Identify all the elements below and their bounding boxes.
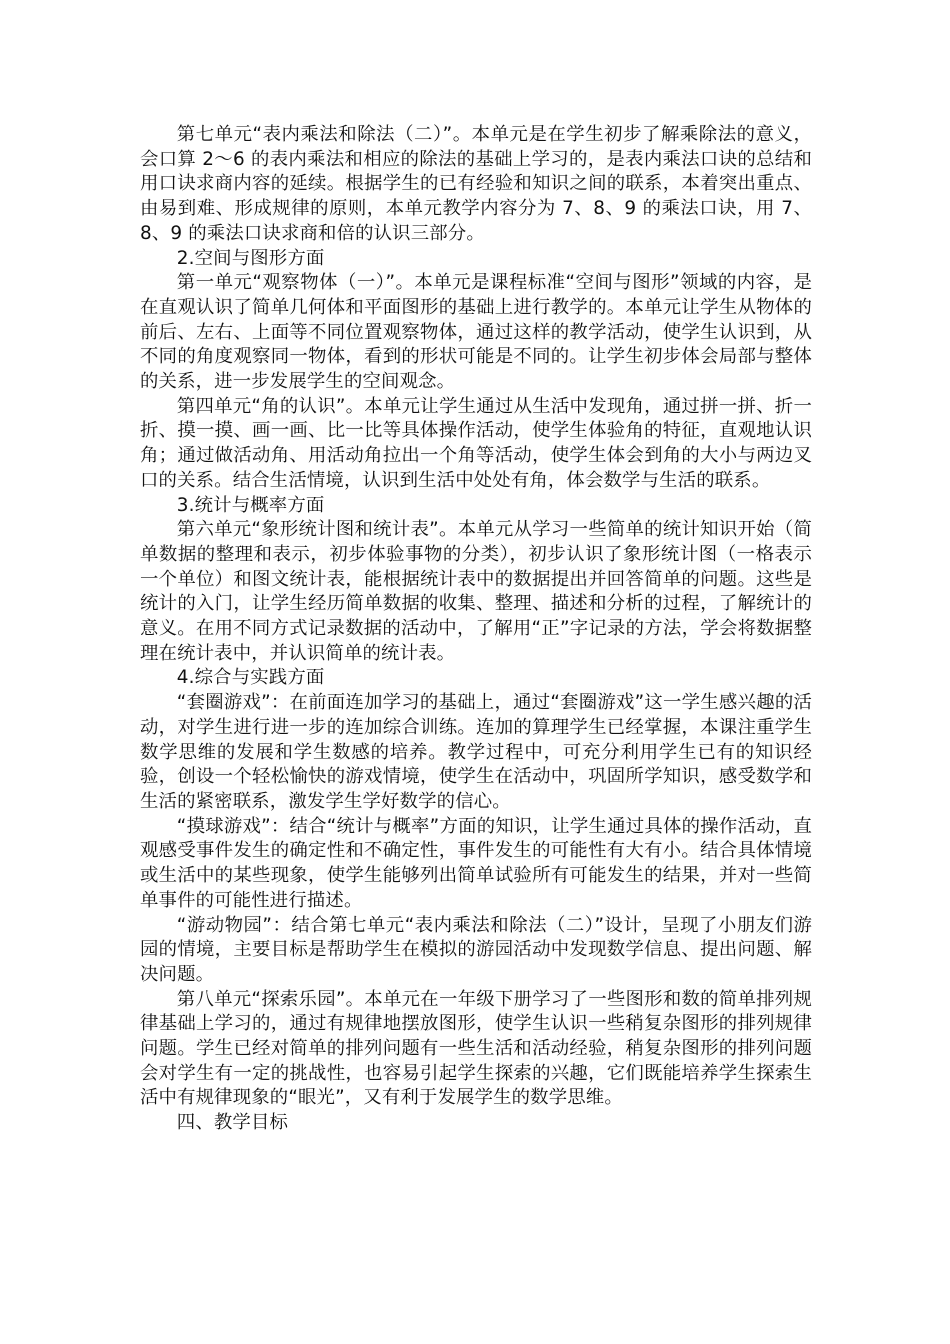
- paragraph-unit4-angle: 第四单元“角的认识”。本单元让学生通过从生活中发现角，通过拼一拼、折一折、摸一摸、画一画、比一比等具体操作活动，使学生体验角的特征，直观地认识角；通过做活动角、用活动角拉出一个角等活动，使学生体会到角的大小与两边叉口的关系。结合生活情境，认识到生活中处处有角，体会数学与生活的联系。: [140, 395, 812, 491]
- paragraph-unit1-observe: 第一单元“观察物体（一）”。本单元是课程标准“空间与图形”领域的内容，是在直观认识了简单几何体和平面图形的基础上进行教学的。本单元让学生从物体的前后、左右、上面等不同位置观察物体，通过这样的教学活动，使学生认识到，从不同的角度观察同一物体，看到的形状可能是不同的。让学生初步体会局部与整体的关系，进一步发展学生的空间观念。: [140, 272, 812, 393]
- document-page: [140, 123, 812, 1136]
- paragraph-unit8-explore: 第八单元“探索乐园”。本单元在一年级下册学习了一些图形和数的简单排列规律基础上学习的，通过有规律地摆放图形，使学生认识一些稍复杂图形的排列规律问题。学生已经对简单的排列问题有一些生活和活动经验，稍复杂图形的排列问题会对学生有一定的挑战性，也容易引起学生探索的兴趣，它们既能培养学生探索生活中有规律现象的“眼光”，又有利于发展学生的数学思维。: [140, 988, 812, 1109]
- section-heading-teaching-goals: 四、教学目标: [176, 1112, 289, 1134]
- paragraph-ball-game: “摸球游戏”：结合“统计与概率”方面的知识，让学生通过具体的操作活动，直观感受事件发生的确定性和不确定性，事件发生的可能性有大有小。结合具体情境或生活中的某些现象，使学生能够列出简单试验所有可能发生的结果，并对一些简单事件的可能性进行描述。: [140, 815, 812, 911]
- paragraph-unit7-intro: 第七单元“表内乘法和除法（二）”。本单元是在学生初步了解乘除法的意义，会口算 2～6 的表内乘法和相应的除法的基础上学习的，是表内乘法口诀的总结和用口诀求商内容的延续。根据学生的已有经验和知识之间的联系，本着突出重点、由易到难、形成规律的原则，本单元教学内容分为 7、8、9 的乘法口诀，用 7、8、9 的乘法口诀求商和倍的认识三部分。: [140, 124, 812, 244]
- section-heading-space-shape: 2.空间与图形方面: [176, 247, 325, 269]
- section-heading-practice: 4.综合与实践方面: [176, 667, 325, 689]
- paragraph-unit6-statistics: 第六单元“象形统计图和统计表”。本单元从学习一些简单的统计知识开始（简单数据的整理和表示，初步体验事物的分类），初步认识了象形统计图（一格表示一个单位）和图文统计表，能根据统计表中的数据提出并回答简单的问题。这些是统计的入门，让学生经历简单数据的收集、整理、描述和分析的过程，了解统计的意义。在用不同方式记录数据的活动中，了解用“正”字记录的方法，学会将数据整理在统计表中，并认识简单的统计表。: [140, 519, 812, 664]
- section-heading-statistics: 3.统计与概率方面: [176, 494, 325, 516]
- paragraph-ring-game: “套圈游戏”：在前面连加学习的基础上，通过“套圈游戏”这一学生感兴趣的活动，对学生进行进一步的连加综合训练。连加的算理学生已经掌握，本课注重学生数学思维的发展和学生数感的培养。教学过程中，可充分利用学生已有的知识经验，创设一个轻松愉快的游戏情境，使学生在活动中，巩固所学知识，感受数学和生活的紧密联系，激发学生学好数学的信心。: [140, 692, 812, 812]
- paragraph-zoo-visit: “游动物园”：结合第七单元“表内乘法和除法（二）”设计，呈现了小朋友们游园的情境，主要目标是帮助学生在模拟的游园活动中发现数学信息、提出问题、解决问题。: [140, 914, 812, 985]
